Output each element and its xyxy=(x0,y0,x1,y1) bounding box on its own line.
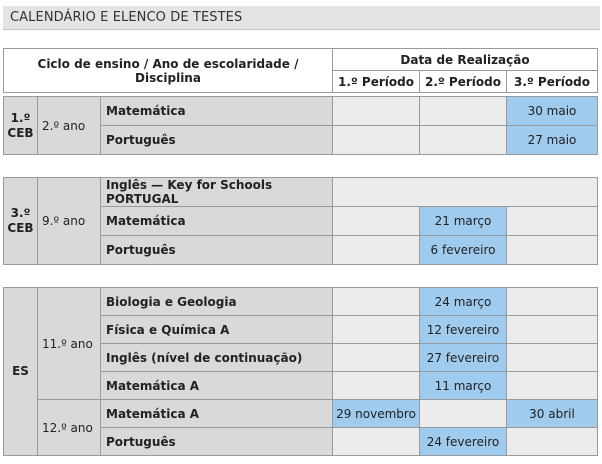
cycle-label: ES xyxy=(12,364,29,378)
date-cell xyxy=(333,316,420,344)
date-cell xyxy=(507,207,598,236)
subject-label: Física e Química A xyxy=(101,316,333,344)
cycle-label: 3.º xyxy=(10,206,31,220)
date-cell: 30 abril xyxy=(507,400,598,428)
date-cell xyxy=(507,344,598,372)
date-cell: 27 fevereiro xyxy=(420,344,507,372)
header-main: Ciclo de ensino / Ano de escolaridade / Disciplina xyxy=(4,49,333,93)
subject-label: Inglês — Key for Schools PORTUGAL xyxy=(101,178,333,207)
date-cell: 27 maio xyxy=(507,126,598,155)
date-cell xyxy=(420,126,507,155)
date-cell xyxy=(507,428,598,456)
date-cell xyxy=(507,288,598,316)
date-cell xyxy=(333,288,420,316)
section-3ceb xyxy=(3,177,598,265)
date-cell: 29 novembro xyxy=(333,400,420,428)
date-cell xyxy=(333,97,420,126)
header-period-2: 2.º Período xyxy=(420,71,507,93)
date-cell: 24 fevereiro xyxy=(420,428,507,456)
date-cell: 6 fevereiro xyxy=(420,236,507,265)
subject-label: Matemática A xyxy=(101,400,333,428)
year-label: 12.º ano xyxy=(38,400,101,456)
cycle-label: CEB xyxy=(7,221,34,235)
date-cell xyxy=(507,316,598,344)
date-cell xyxy=(333,236,420,265)
page-title: CALENDÁRIO E ELENCO DE TESTES xyxy=(10,10,243,25)
subject-label: Biologia e Geologia xyxy=(101,288,333,316)
date-cell xyxy=(507,236,598,265)
subject-label: Matemática A xyxy=(101,372,333,400)
date-cell: 11 março xyxy=(420,372,507,400)
date-cell xyxy=(333,372,420,400)
cycle-cell xyxy=(4,178,38,265)
date-cell: 30 maio xyxy=(507,97,598,126)
header-period-3: 3.º Período xyxy=(507,71,598,93)
date-cell xyxy=(420,97,507,126)
year-label: 2.º ano xyxy=(38,97,101,155)
date-cell: 21 março xyxy=(420,207,507,236)
year-label: 11.º ano xyxy=(38,288,101,400)
subject-label: Inglês (nível de continuação) xyxy=(101,344,333,372)
section-es xyxy=(3,287,598,456)
section-1ceb xyxy=(3,96,598,155)
date-cell xyxy=(333,207,420,236)
date-cell xyxy=(507,372,598,400)
header-group: Data de Realização xyxy=(333,49,598,71)
subject-label: Português xyxy=(101,126,333,155)
date-cell xyxy=(333,428,420,456)
subject-label: Português xyxy=(101,428,333,456)
date-cell xyxy=(333,126,420,155)
date-cell xyxy=(333,178,598,207)
header-period-1: 1.º Período xyxy=(333,71,420,93)
subject-label: Matemática xyxy=(101,97,333,126)
date-cell: 24 março xyxy=(420,288,507,316)
cycle-label: CEB xyxy=(7,125,34,140)
title-bar xyxy=(3,6,600,30)
cycle-cell xyxy=(4,97,38,155)
year-label: 9.º ano xyxy=(38,178,101,265)
cycle-cell xyxy=(4,288,38,456)
cycle-label: 1.º xyxy=(10,110,31,125)
header-table xyxy=(3,48,598,93)
date-cell xyxy=(333,344,420,372)
date-cell: 12 fevereiro xyxy=(420,316,507,344)
date-cell xyxy=(420,400,507,428)
subject-label: Matemática xyxy=(101,207,333,236)
subject-label: Português xyxy=(101,236,333,265)
